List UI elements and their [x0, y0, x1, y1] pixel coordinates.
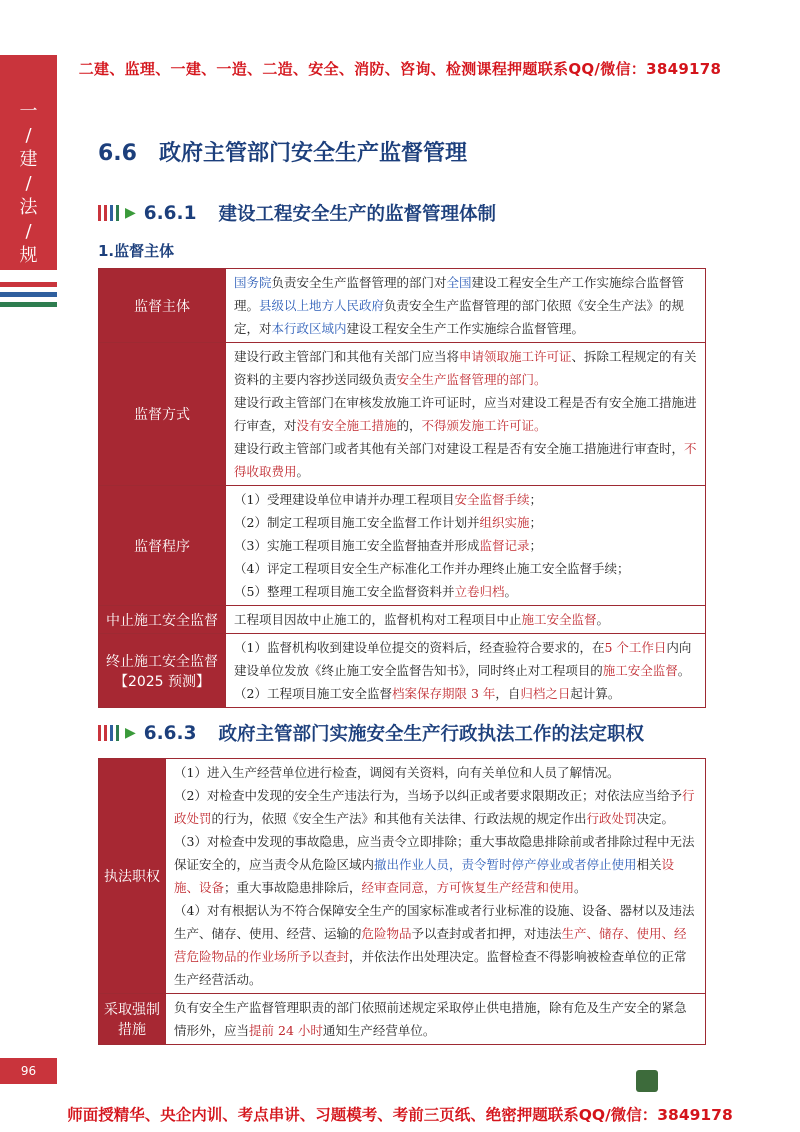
text-segment: ； [529, 492, 542, 507]
chapter-side-tab [0, 55, 57, 270]
text-segment: ，并依法作出处理决定。监督检查不得影响被检查单位的正常生产经营活动。 [174, 949, 687, 987]
text-segment: （2）对检查中发现的安全生产违法行为，当场予以纠正或者要求限期改正；对依法应当给予 [174, 788, 682, 803]
row-content [226, 634, 706, 708]
text-segment: 安全监督手续 [454, 492, 530, 507]
table-row [99, 994, 706, 1045]
text-segment: （4）评定工程项目安全生产标准化工作并办理终止施工安全监督手续； [234, 561, 630, 576]
text-segment: 撤出作业人员，责令暂时停产停业或者停止使用 [374, 857, 637, 872]
text-segment: 建设工程安全生产工作实施综合监督管理。 [346, 321, 585, 336]
side-tab-char: / [25, 173, 32, 194]
text-segment: 的行为，依照《安全生产法》和其他有关法律、行政法规的规定作出 [211, 811, 587, 826]
text-segment: 负有安全生产监督管理职责的部门依照前述规定采取停止供电措施，除有危及生产安全的紧急情形外，应当 [174, 1000, 687, 1038]
text-segment: （2）制定工程项目施工安全监督工作计划并 [234, 515, 480, 530]
table-row [99, 759, 706, 994]
text-segment: 5 个工作日 [604, 640, 667, 655]
side-tab-char: 一 [19, 101, 38, 122]
row-content [226, 486, 706, 606]
arrow-icon: ▶ [125, 725, 136, 741]
side-tab-char: 法 [19, 197, 38, 218]
text-segment: ，自 [495, 686, 521, 701]
section-title-text: 政府主管部门安全生产监督管理 [158, 141, 467, 166]
subsection-number: 6.6.1 [143, 202, 197, 224]
bars-icon [98, 205, 119, 221]
side-stripes [0, 282, 57, 312]
text-segment: （5）整理工程项目施工安全监督资料并 [234, 584, 455, 599]
text-segment: （1）进入生产经营单位进行检查，调阅有关资料，向有关单位和人员了解情况。 [174, 765, 620, 780]
text-segment: 予以查封或者扣押，对违法 [411, 926, 562, 941]
text-segment: 。 [677, 663, 691, 678]
text-segment: ； [529, 538, 542, 553]
sub-heading: 1.监督主体 [98, 242, 175, 260]
text-segment: 决定。 [636, 811, 675, 826]
row-header: 监督主体 [99, 269, 226, 343]
text-segment: 档案保存期限 3 年 [391, 686, 496, 701]
side-tab-char: 建 [19, 149, 38, 170]
text-segment: 国务院 [234, 275, 272, 290]
text-segment: 申请领取施工许可证 [459, 349, 572, 364]
row-content [226, 343, 706, 486]
arrow-icon: ▶ [125, 205, 136, 221]
text-segment: （4）对有根据认为不符合保障安全生产的国家标准或者行业标准的设施、设备、器材以及违法生产、储存、使用、经营、运输的 [174, 903, 695, 941]
logo-icon [636, 1070, 658, 1092]
text-segment: 设施、设备 [174, 857, 675, 895]
text-segment: （2）工程项目施工安全监督 [234, 686, 392, 701]
subsection-6-6-1 [98, 200, 496, 226]
side-tab-char: / [25, 221, 32, 242]
subsection-6-6-3 [98, 720, 644, 746]
text-segment: （1）监督机构收到建设单位提交的资料后，经查验符合要求的，在 [234, 640, 605, 655]
section-title [98, 136, 467, 167]
subsection-number: 6.6.3 [143, 722, 197, 744]
text-segment: 。 [574, 880, 587, 895]
row-header: 执法职权 [99, 759, 166, 994]
table-row [99, 269, 706, 343]
top-banner: 二建、监理、一建、一造、二造、安全、消防、咨询、检测课程押题联系QQ/微信：3849178 [78, 60, 722, 78]
supervision-table [98, 268, 706, 708]
text-segment: 不得收取费用 [234, 441, 697, 479]
text-segment: 本行政区域内 [271, 321, 347, 336]
table-row [99, 486, 706, 606]
text-segment: 起计算。 [570, 686, 621, 701]
row-content [166, 994, 706, 1045]
row-header: 采取强制措施 [99, 994, 166, 1045]
row-header: 监督方式 [99, 343, 226, 486]
text-segment: 安全生产监督管理的部门。 [396, 372, 547, 387]
side-tab-char: 规 [19, 245, 38, 266]
row-header: 中止施工安全监督 [99, 606, 226, 634]
text-segment: 的， [396, 418, 422, 433]
text-segment: 经审查同意，方可恢复生产经营和使用 [361, 880, 575, 895]
table-row [99, 606, 706, 634]
text-segment: 施工安全监督 [602, 663, 678, 678]
subsection-title: 政府主管部门实施安全生产行政执法工作的法定职权 [218, 724, 644, 745]
text-segment: 建设工程安全生产工作实施综合监督管理。 [234, 275, 685, 313]
text-segment: （1）受理建设单位申请并办理工程项目 [234, 492, 455, 507]
text-segment: 通知生产经营单位。 [322, 1023, 436, 1038]
text-segment: 建设行政主管部门和其他有关部门应当将 [234, 349, 460, 364]
text-segment: 建设行政主管部门在审核发放施工许可证时，应当对建设工程是否有安全施工措施进行审查，对 [234, 395, 697, 433]
text-segment: 。 [504, 584, 517, 599]
text-segment: 。 [596, 612, 610, 627]
text-segment: 负责安全生产监督管理的部门对 [271, 275, 447, 290]
text-segment: 全国 [446, 275, 472, 290]
table-row [99, 634, 706, 708]
row-content [226, 269, 706, 343]
subsection-title: 建设工程安全生产的监督管理体制 [218, 204, 496, 225]
text-segment: 行政处罚 [174, 788, 695, 826]
text-segment: 提前 24 小时 [249, 1023, 323, 1038]
row-header: 监督程序 [99, 486, 226, 606]
text-segment: 危险物品 [361, 926, 412, 941]
text-segment: 县级以上地方人民政府 [259, 298, 385, 313]
text-segment: 行政处罚 [586, 811, 637, 826]
text-segment: ；重大事故隐患排除后， [224, 880, 362, 895]
enforcement-table [98, 758, 706, 1045]
row-content [226, 606, 706, 634]
text-segment: 组织实施 [479, 515, 530, 530]
row-header: 终止施工安全监督【2025 预测】 [99, 634, 226, 708]
text-segment: 不得颁发施工许可证。 [421, 418, 547, 433]
text-segment: 负责安全生产监督管理的部门依照《安全生产法》的规定，对 [234, 298, 685, 336]
row-content [166, 759, 706, 994]
text-segment: ； [529, 515, 542, 530]
text-segment: 相关 [636, 857, 662, 872]
text-segment: 生产、储存、使用、经营危险物品的作业场所予以查封 [174, 926, 687, 964]
text-segment: 工程项目因故中止施工的，监督机构对工程项目中止 [234, 612, 522, 627]
text-segment: 立卷归档 [454, 584, 505, 599]
text-segment: 没有安全施工措施 [296, 418, 397, 433]
bars-icon [98, 725, 119, 741]
text-segment: （3）对检查中发现的事故隐患，应当责令立即排除；重大事故隐患排除前或者排除过程中无法保证安全的，应当责令从危险区域内 [174, 834, 695, 872]
text-segment: 。 [296, 464, 310, 479]
side-tab-char: / [25, 125, 32, 146]
table-row [99, 343, 706, 486]
section-number: 6.6 [98, 141, 137, 166]
text-segment: 监督记录 [479, 538, 530, 553]
text-segment: （3）实施工程项目施工安全监督抽查并形成 [234, 538, 480, 553]
text-segment: 内向建设单位发放《终止施工安全监督告知书》，同时终止对工程项目的 [234, 640, 692, 678]
text-segment: 建设行政主管部门或者其他有关部门对建设工程是否有安全施工措施进行审查时， [234, 441, 685, 456]
page-number: 96 [0, 1058, 57, 1084]
text-segment: 归档之日 [520, 686, 571, 701]
text-segment: 施工安全监督 [521, 612, 597, 627]
bottom-banner: 师面授精华、央企内训、考点串讲、习题模考、考前三页纸、绝密押题联系QQ/微信：3849178 [67, 1106, 733, 1124]
text-segment: 、拆除工程规定的有关资料的主要内容抄送同级负责 [234, 349, 697, 387]
